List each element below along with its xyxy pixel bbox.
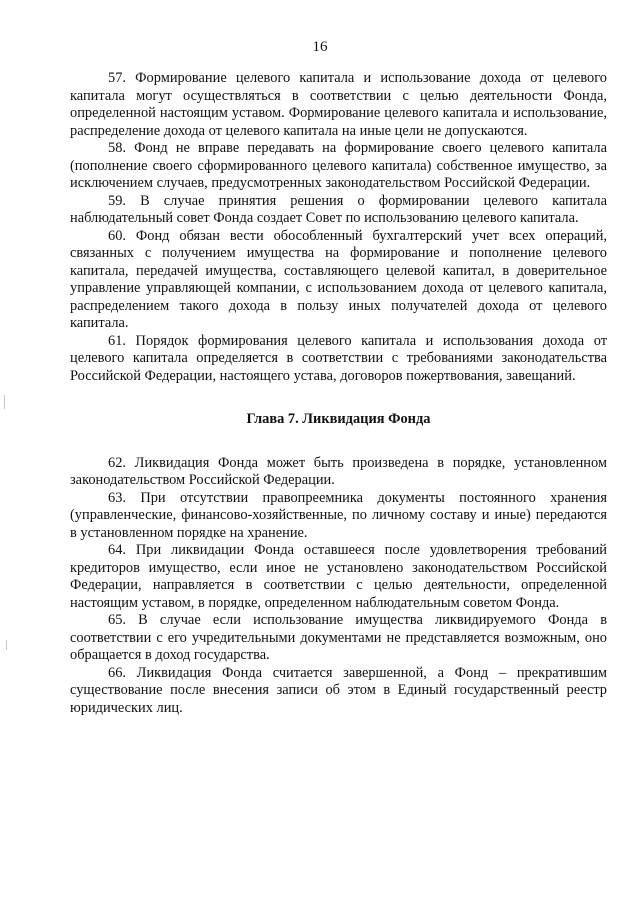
paragraph-63: 63. При отсутствии правопреемника документы постоянного хранения (управленческие, финансово-хозяйственные, по личному составу и иные) передаются в установленном порядке на хранение.	[70, 489, 607, 541]
paragraph-57: 57. Формирование целевого капитала и использование дохода от целевого капитала могут осуществляться в соответствии с целью деятельности Фонда, определенной настоящим уставом. Формирование целевого капитала и использование, распределение дохода от целевого капитала на иные цели не допускаются.	[70, 70, 607, 139]
scan-artifact	[4, 395, 5, 409]
chapter-heading: Глава 7. Ликвидация Фонда	[246, 411, 431, 427]
scan-artifact	[6, 640, 7, 650]
page-number: 16	[312, 39, 328, 55]
paragraph-65: 65. В случае если использование имущества ликвидируемого Фонда в соответствии с его учредительными документами не представляется возможным, оно обращается в доход государства.	[70, 612, 607, 663]
paragraph-66: 66. Ликвидация Фонда считается завершенной, а Фонд – прекратившим существование после внесения записи об этом в Единый государственный реестр юридических лиц.	[70, 664, 607, 716]
paragraph-64: 64. При ликвидации Фонда оставшееся после удовлетворения требований кредиторов имущество, если иное не установлено законодательством Российской Федерации, направляется в соответствии с целью деятельности, определенной настоящим уставом, в порядке, определенном наблюдательным советом Фонда.	[70, 542, 607, 611]
document-body	[70, 70, 607, 717]
paragraph-59: 59. В случае принятия решения о формировании целевого капитала наблюдательный совет Фонда создает Совет по использованию целевого капитала.	[70, 192, 607, 226]
paragraph-58: 58. Фонд не вправе передавать на формирование своего целевого капитала (пополнение своего сформированного целевого капитала) собственное имущество, за исключением случаев, предусмотренных законодательством Российской Федерации.	[70, 140, 607, 191]
paragraph-62: 62. Ликвидация Фонда может быть произведена в порядке, установленном законодательством Российской Федерации.	[70, 454, 607, 488]
paragraph-60: 60. Фонд обязан вести обособленный бухгалтерский учет всех операций, связанных с получением имущества на формирование и пополнение целевого капитала, передачей имущества, составляющего целевой капитал, в доверительное управление управляющей компании, с использованием дохода от целевого капитала, распределением такого дохода в пользу иных получателей дохода от целевого капитала.	[70, 227, 607, 331]
paragraph-61: 61. Порядок формирования целевого капитала и использования дохода от целевого капитала определяется в соответствии с требованиями законодательства Российской Федерации, настоящего устава, договоров пожертвования, завещаний.	[70, 332, 607, 384]
